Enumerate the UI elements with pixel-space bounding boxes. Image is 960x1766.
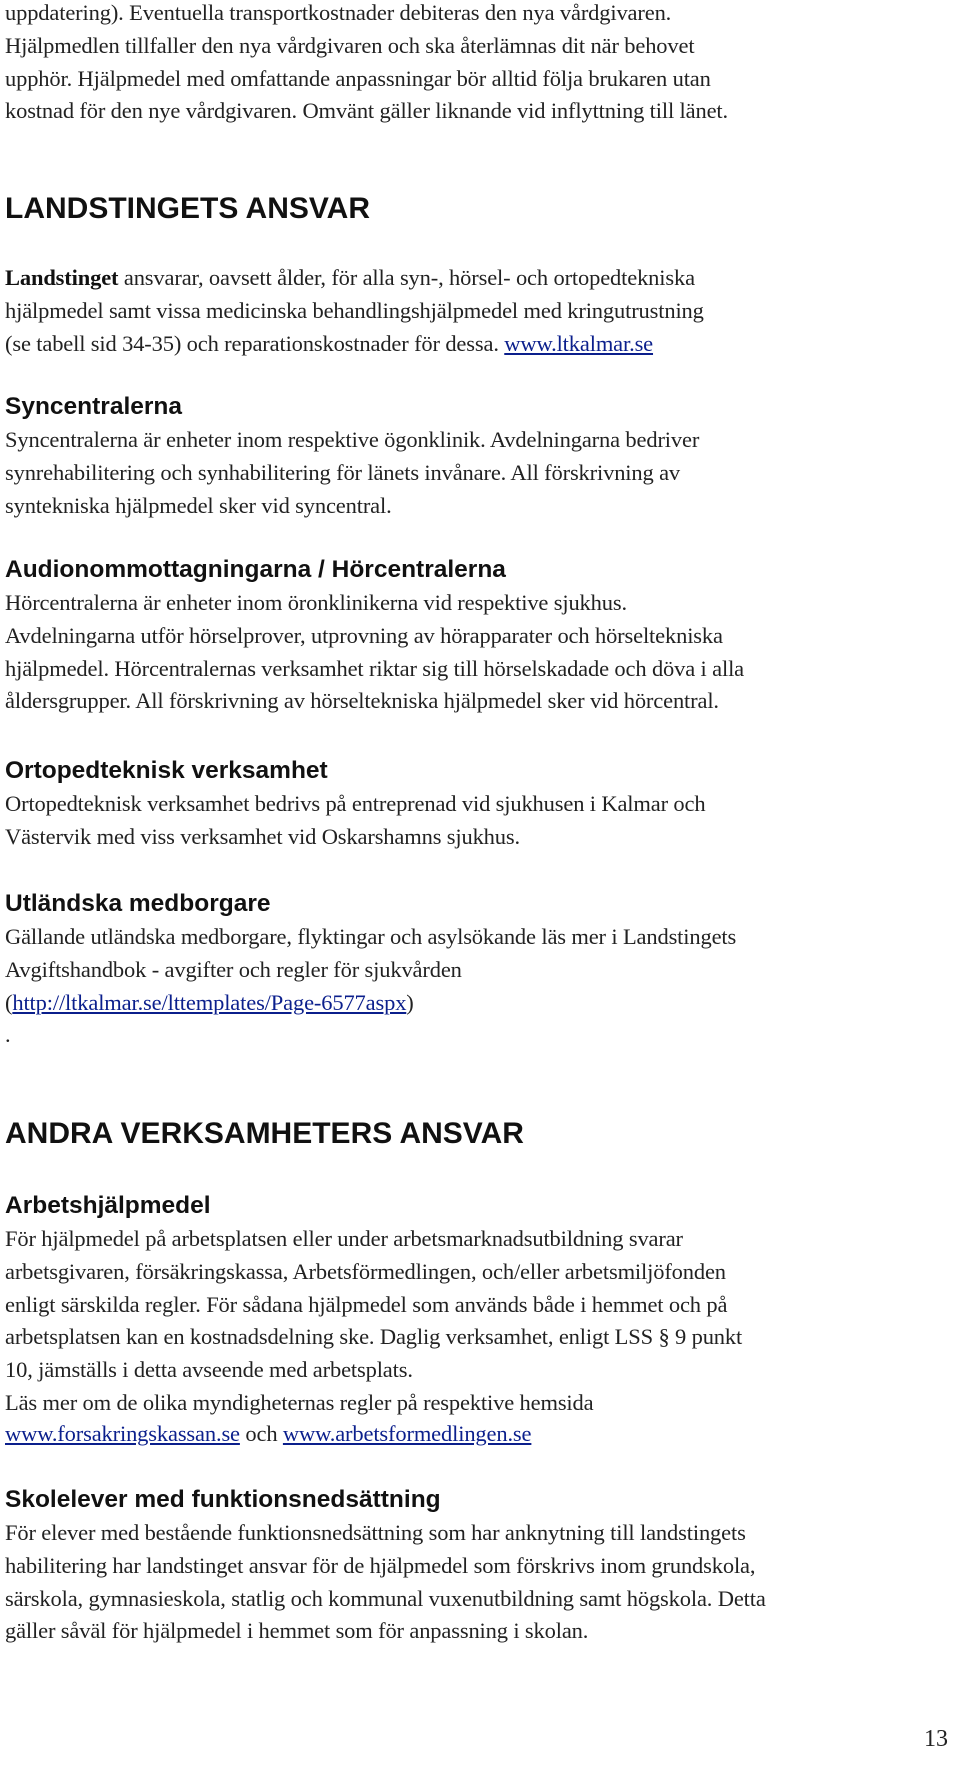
forsakringskassan-link[interactable]: www.forsakringskassan.se [5, 1420, 240, 1446]
subheading-ortopedteknisk: Ortopedteknisk verksamhet [5, 757, 328, 784]
landstinget-line-1-text: ansvarar, oavsett ålder, för alla syn-, hörsel- och ortopedtekniska [118, 265, 695, 290]
utlandska-paragraph [5, 921, 736, 1052]
arbets-links-line [5, 1418, 742, 1451]
skol-line: särskola, gymnasieskola, statlig och kommunal vuxenutbildning samt högskola. Detta [5, 1585, 766, 1611]
subheading-syncentralerna: Syncentralerna [5, 393, 183, 420]
syncentralerna-line: synrehabilitering och synhabilitering för länets invånare. All förskrivning av [5, 459, 681, 485]
audio-line: Hörcentralerna är enheter inom öronklinikerna vid respektive sjukhus. [5, 590, 627, 615]
ortoped-line: Västervik med viss verksamhet vid Oskarshamns sjukhus. [5, 823, 520, 849]
subheading-arbetshjalpmedel: Arbetshjälpmedel [5, 1192, 211, 1219]
arbets-line: arbetsplatsen kan en kostnadsdelning ske. Daglig verksamhet, enligt LSS § 9 punkt [5, 1324, 743, 1350]
intro-line: upphör. Hjälpmedel med omfattande anpassningar bör alltid följa brukaren utan [5, 65, 711, 91]
arbets-line: enligt särskilda regler. För sådana hjälpmedel som används både i hemmet och på [5, 1291, 728, 1317]
arbets-line: För hjälpmedel på arbetsplatsen eller under arbetsmarknadsutbildning svarar [5, 1226, 683, 1251]
landstinget-line-2: hjälpmedel samt vissa medicinska behandlingshjälpmedel med kringutrustning [5, 297, 704, 323]
audio-paragraph [5, 587, 744, 718]
skol-paragraph [5, 1517, 766, 1648]
section-heading-andra-verksamheters-ansvar: ANDRA VERKSAMHETERS ANSVAR [5, 1117, 524, 1150]
arbetsformedlingen-link[interactable]: www.arbetsformedlingen.se [282, 1420, 532, 1446]
landstinget-line-1 [5, 262, 704, 295]
skol-line: gäller såväl för hjälpmedel i hemmet som för anpassning i skolan. [5, 1618, 589, 1644]
subheading-skolelever: Skolelever med funktionsnedsättning [5, 1486, 441, 1513]
intro-line: kostnad för den nye vårdgivaren. Omvänt gäller liknande vid inflyttning till länet. [5, 98, 728, 124]
subheading-audionommottagningarna: Audionommottagningarna / Hörcentralerna [5, 556, 506, 583]
skol-line: För elever med bestående funktionsnedsättning som har anknytning till landstingets [5, 1520, 746, 1545]
ortoped-paragraph [5, 788, 705, 854]
arbets-paragraph [5, 1223, 742, 1451]
audio-line: Avdelningarna utför hörselprover, utprovning av hörapparater och hörseltekniska [5, 622, 723, 648]
paren-open: ( [5, 989, 13, 1015]
audio-line: hjälpmedel. Hörcentralernas verksamhet riktar sig till hörselskadade och döva i alla [5, 655, 745, 681]
utlandska-line-2: Avgiftshandbok - avgifter och regler för sjukvården [5, 956, 462, 982]
landstinget-line-3 [5, 328, 704, 361]
syncentralerna-line: syntekniska hjälpmedel sker vid syncentral. [5, 492, 392, 518]
landstinget-lead-word: Landstinget [5, 265, 119, 290]
arbets-line: arbetsgivaren, försäkringskassa, Arbetsförmedlingen, och/eller arbetsmiljöfonden [5, 1258, 726, 1284]
skol-line: habilitering har landstinget ansvar för de hjälpmedel som förskrivs inom grundskola, [5, 1552, 756, 1578]
utlandska-line-1: Gällande utländska medborgare, flyktingar och asylsökande läs mer i Landstingets [5, 924, 737, 949]
audio-line: åldersgrupper. All förskrivning av hörseltekniska hjälpmedel sker vid hörcentral. [5, 688, 719, 714]
intro-paragraph [5, 0, 728, 128]
subheading-utlandska-medborgare: Utländska medborgare [5, 890, 271, 917]
arbets-line: 10, jämställs i detta avseende med arbetsplats. [5, 1357, 413, 1383]
section-heading-landstingets-ansvar: LANDSTINGETS ANSVAR [5, 192, 371, 225]
utlandska-line-3 [5, 987, 736, 1020]
intro-line: uppdatering). Eventuella transportkostnader debiteras den nya vårdgivaren. [5, 0, 672, 25]
avgiftshandbok-link[interactable]: http://ltkalmar.se/lttemplates/Page-6577aspx [12, 989, 407, 1015]
ltkalmar-link[interactable]: www.ltkalmar.se [504, 330, 654, 356]
intro-line: Hjälpmedlen tillfaller den nya vårdgivaren och ska återlämnas dit när behovet [5, 32, 695, 58]
syncentralerna-line: Syncentralerna är enheter inom respektive ögonklinik. Avdelningarna bedriver [5, 427, 700, 452]
page-number: 13 [924, 1726, 948, 1752]
arbets-line: Läs mer om de olika myndigheternas regler på respektive hemsida [5, 1389, 594, 1415]
landstinget-paragraph [5, 262, 704, 360]
ortoped-line: Ortopedteknisk verksamhet bedrivs på entreprenad vid sjukhusen i Kalmar och [5, 791, 706, 816]
utlandska-dot: . [5, 1022, 11, 1048]
paren-close: ) [406, 989, 414, 1015]
syncentralerna-paragraph [5, 424, 699, 522]
landstinget-line-3-text: (se tabell sid 34-35) och reparationskostnader för dessa. [5, 330, 505, 356]
och-text: och [239, 1420, 283, 1446]
